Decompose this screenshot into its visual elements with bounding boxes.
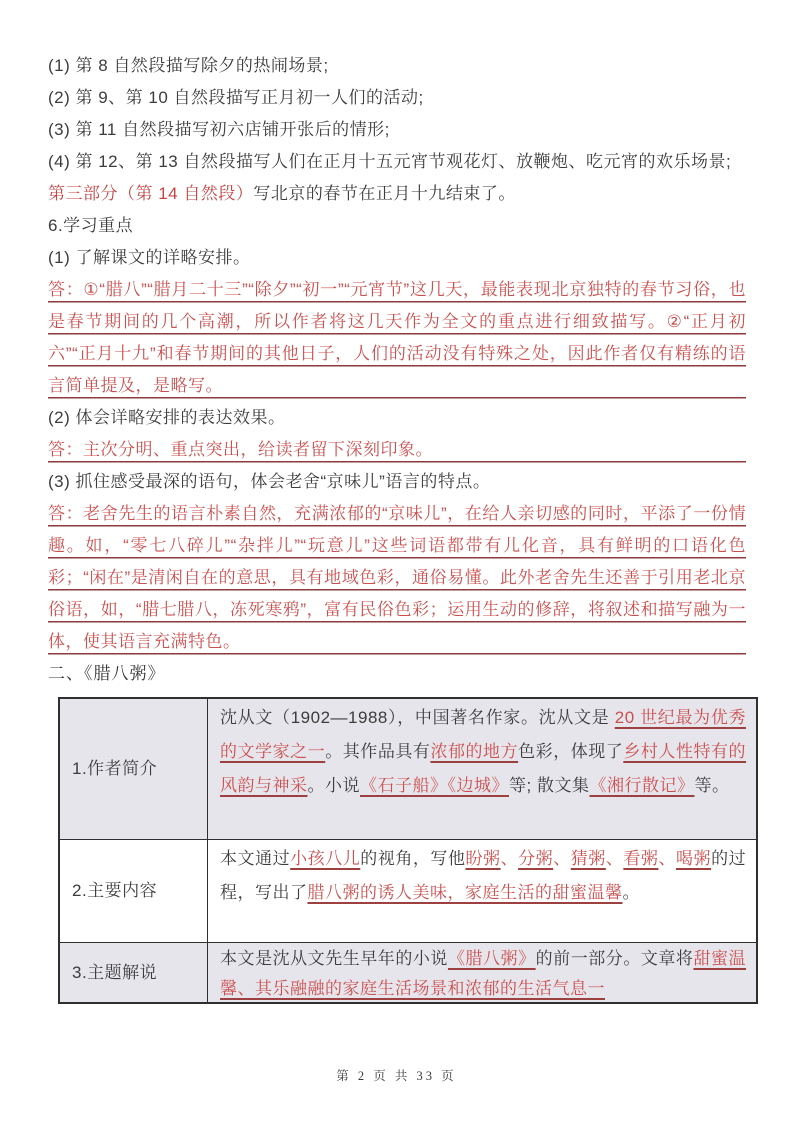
text-segment: 的过程，写出了 — [220, 849, 747, 902]
text-segment: 。小说 — [307, 776, 360, 795]
text-segment: 等; 散文集 — [509, 776, 590, 795]
text-segment: 20 世纪最为优秀的文学家之一 — [220, 708, 746, 761]
table-row-label: 1.作者简介 — [60, 699, 208, 839]
text-segment: 《石子船》《边城》 — [360, 776, 509, 795]
list-item-2: (2) 第 9、第 10 自然段描写正月初一人们的活动; — [48, 88, 424, 107]
text-segment: 甜蜜温馨、其乐融融的家庭生活场景和浓郁的生活气息一 — [220, 949, 747, 998]
answer-3: 答：老舍先生的语言朴素自然，充满浓郁的“京味儿”，在给人亲切感的同时，平添了一份情趣。如，“零七八碎儿”“杂拌儿”“玩意儿”这些词语都带有儿化音，具有鲜明的口语化色彩；“闲在”是清闲自在的意思，具有地域色彩，通俗易懂。此外老舍先生还善于引用老北京俗语，如，“腊七腊八，冻死寒鸦”，富有民俗色彩；运用生动的修辞，将叙述和描写融为一体，使其语言充满特色。 — [48, 498, 746, 658]
text-segment: 《湘行散记》 — [589, 776, 695, 795]
section-2-title: 二、《腊八粥》 — [48, 664, 166, 683]
text-segment: 、 — [500, 849, 519, 868]
text-segment: 等。 — [694, 776, 730, 795]
table-row-content — [208, 699, 756, 839]
text-segment: 写北京的春节在正月十九结束了。 — [253, 184, 516, 203]
text-segment: 。其作品具有 — [325, 742, 431, 761]
text-segment: 小孩八儿 — [290, 849, 361, 868]
text-segment: 沈从文（1902—1988），中国著名作家。沈从文是 — [220, 708, 615, 727]
text-segment: 、 — [553, 849, 571, 868]
document-page — [48, 50, 746, 1004]
text-segment: 色彩，体现了 — [518, 742, 624, 761]
study-focus-heading: 6.学习重点 — [48, 216, 134, 235]
text-segment: 、 — [658, 849, 676, 868]
text-segment: 盼粥 — [465, 849, 501, 868]
part3-summary-line — [48, 178, 746, 210]
list-item-4: (4) 第 12、第 13 自然段描写人们在正月十五元宵节观花灯、放鞭炮、吃元宵的欢乐场景; — [48, 152, 732, 171]
table-row-content — [208, 840, 756, 942]
table-row — [60, 839, 756, 942]
text-segment: 。 — [622, 883, 640, 902]
text-segment: 腊八粥的诱人美味，家庭生活的甜蜜温馨 — [307, 883, 623, 902]
text-segment: 分粥 — [518, 849, 554, 868]
question-1: (1) 了解课文的详略安排。 — [48, 248, 251, 267]
table-row-label: 3.主题解说 — [60, 943, 208, 1002]
text-segment: 喝粥 — [676, 849, 712, 868]
table-row — [60, 699, 756, 839]
text-segment: 、 — [605, 849, 624, 868]
text-segment: 乡村人性特有的风韵与神采 — [220, 742, 747, 795]
text-segment: 本文通过 — [220, 849, 291, 868]
text-segment: 猜粥 — [570, 849, 606, 868]
list-item-1: (1) 第 8 自然段描写除夕的热闹场景; — [48, 56, 329, 75]
answer-1: 答：①“腊八”“腊月二十三”“除夕”“初一”“元宵节”这几天，最能表现北京独特的春节习俗，也是春节期间的几个高潮，所以作者将这几天作为全文的重点进行细致描写。②“正月初六”“正月十九”和春节期间的其他日子，人们的活动没有特殊之处，因此作者仅有精练的语言简单提及，是略写。 — [48, 274, 746, 402]
question-2: (2) 体会详略安排的表达效果。 — [48, 408, 286, 427]
text-segment: 的视角，写他 — [360, 849, 466, 868]
text-segment: 浓郁的地方 — [430, 742, 519, 761]
table-row — [60, 942, 756, 1002]
text-segment: 第三部分（第 14 自然段） — [48, 184, 254, 203]
text-segment: 本文是沈从文先生早年的小说 — [220, 949, 448, 968]
labazhou-summary-table — [58, 697, 758, 1004]
table-row-content — [208, 943, 756, 1002]
page-number-footer: 第 2 页 共 33 页 — [336, 1069, 457, 1083]
question-3: (3) 抓住感受最深的语句，体会老舍“京味儿”语言的特点。 — [48, 472, 491, 491]
list-item-3: (3) 第 11 自然段描写初六店铺开张后的情形; — [48, 120, 390, 139]
text-segment: 的前一部分。文章将 — [535, 949, 694, 968]
table-row-label: 2.主要内容 — [60, 840, 208, 942]
text-segment: 看粥 — [623, 849, 659, 868]
text-segment: 《腊八粥》 — [447, 949, 536, 968]
answer-2: 答：主次分明、重点突出，给读者留下深刻印象。 — [48, 434, 746, 466]
